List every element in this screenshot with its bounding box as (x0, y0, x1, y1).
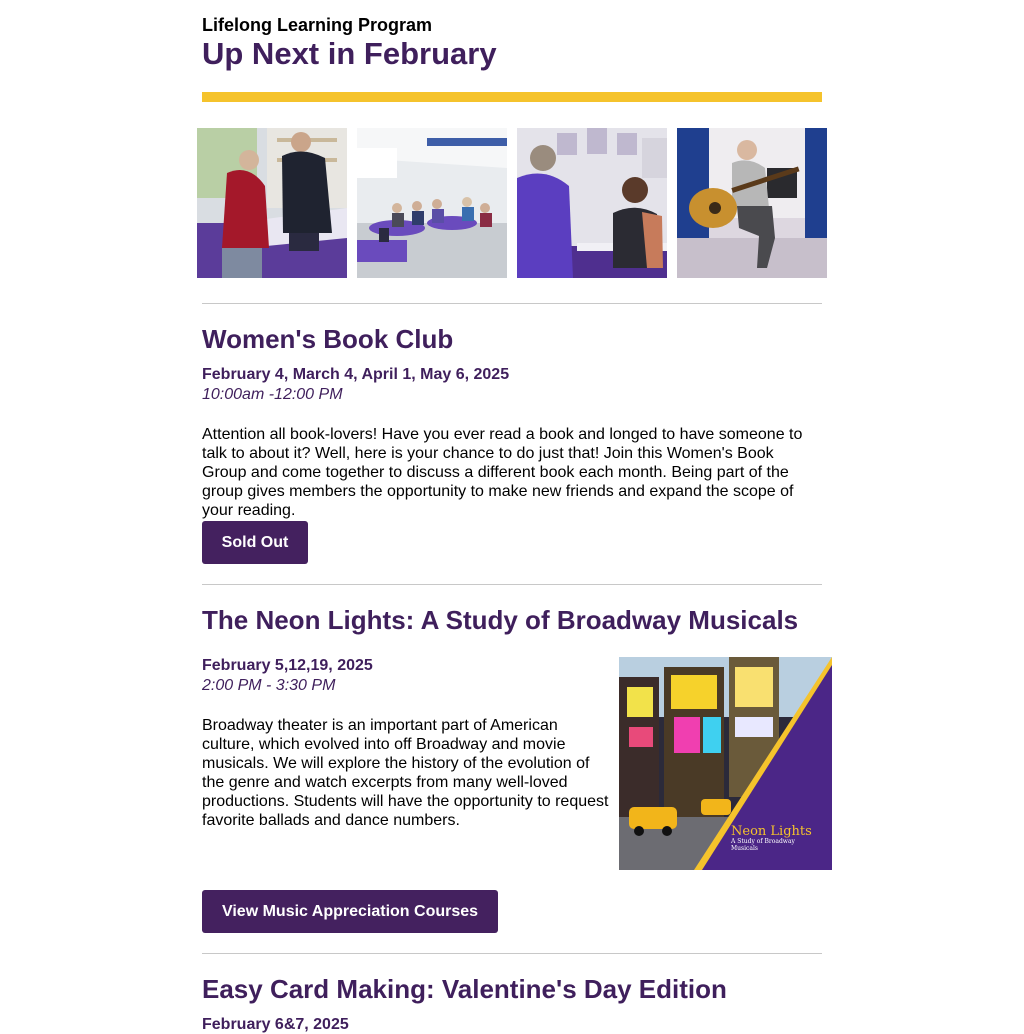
section-time: 10:00am -12:00 PM (202, 386, 343, 403)
divider (202, 303, 822, 304)
section-dates: February 4, March 4, April 1, May 6, 2025 (202, 366, 510, 383)
section-dates: February 6&7, 2025 (202, 1016, 349, 1033)
sold-out-button[interactable]: Sold Out (202, 521, 308, 564)
divider (202, 584, 822, 585)
photo-guitarist (677, 128, 827, 278)
neon-image-subtitle: Musicals (731, 845, 758, 852)
photo-strip (197, 128, 827, 278)
neon-image-subtitle: A Study of Broadway (731, 838, 795, 845)
view-music-appreciation-courses-button[interactable]: View Music Appreciation Courses (202, 890, 498, 933)
section-description: Attention all book-lovers! Have you ever read a book and longed to have someone to talk to about it? Well, here is your chance to do just that! Join this Women's Book Group and come together to discuss a different book each month. Being part of the group gives members the opportunity to make new friends and expand the scope of your reading. (202, 426, 803, 519)
section-time: 2:00 PM - 3:30 PM (202, 677, 336, 694)
section-dates: February 5,12,19, 2025 (202, 657, 373, 674)
section-title: Easy Card Making: Valentine's Day Edition (202, 974, 727, 1004)
page-title: Up Next in February (202, 36, 497, 71)
accent-bar (202, 92, 822, 102)
divider (202, 953, 822, 954)
section-description: Broadway theater is an important part of American culture, which evolved into off Broadway and movie musicals. We will explore the history of the evolution of the genre and watch excerpts from many well-loved productions. Students will have the opportunity to request favorite ballads and dance numbers. (202, 717, 609, 829)
photo-classroom (357, 128, 507, 278)
section-title: Women's Book Club (202, 324, 454, 354)
neon-image-title: Neon Lights (731, 824, 812, 839)
program-label: Lifelong Learning Program (202, 15, 433, 35)
photo-conversation (517, 128, 667, 278)
photo-info-table (197, 128, 347, 278)
neon-lights-image (619, 657, 832, 870)
section-title: The Neon Lights: A Study of Broadway Musicals (202, 605, 799, 635)
